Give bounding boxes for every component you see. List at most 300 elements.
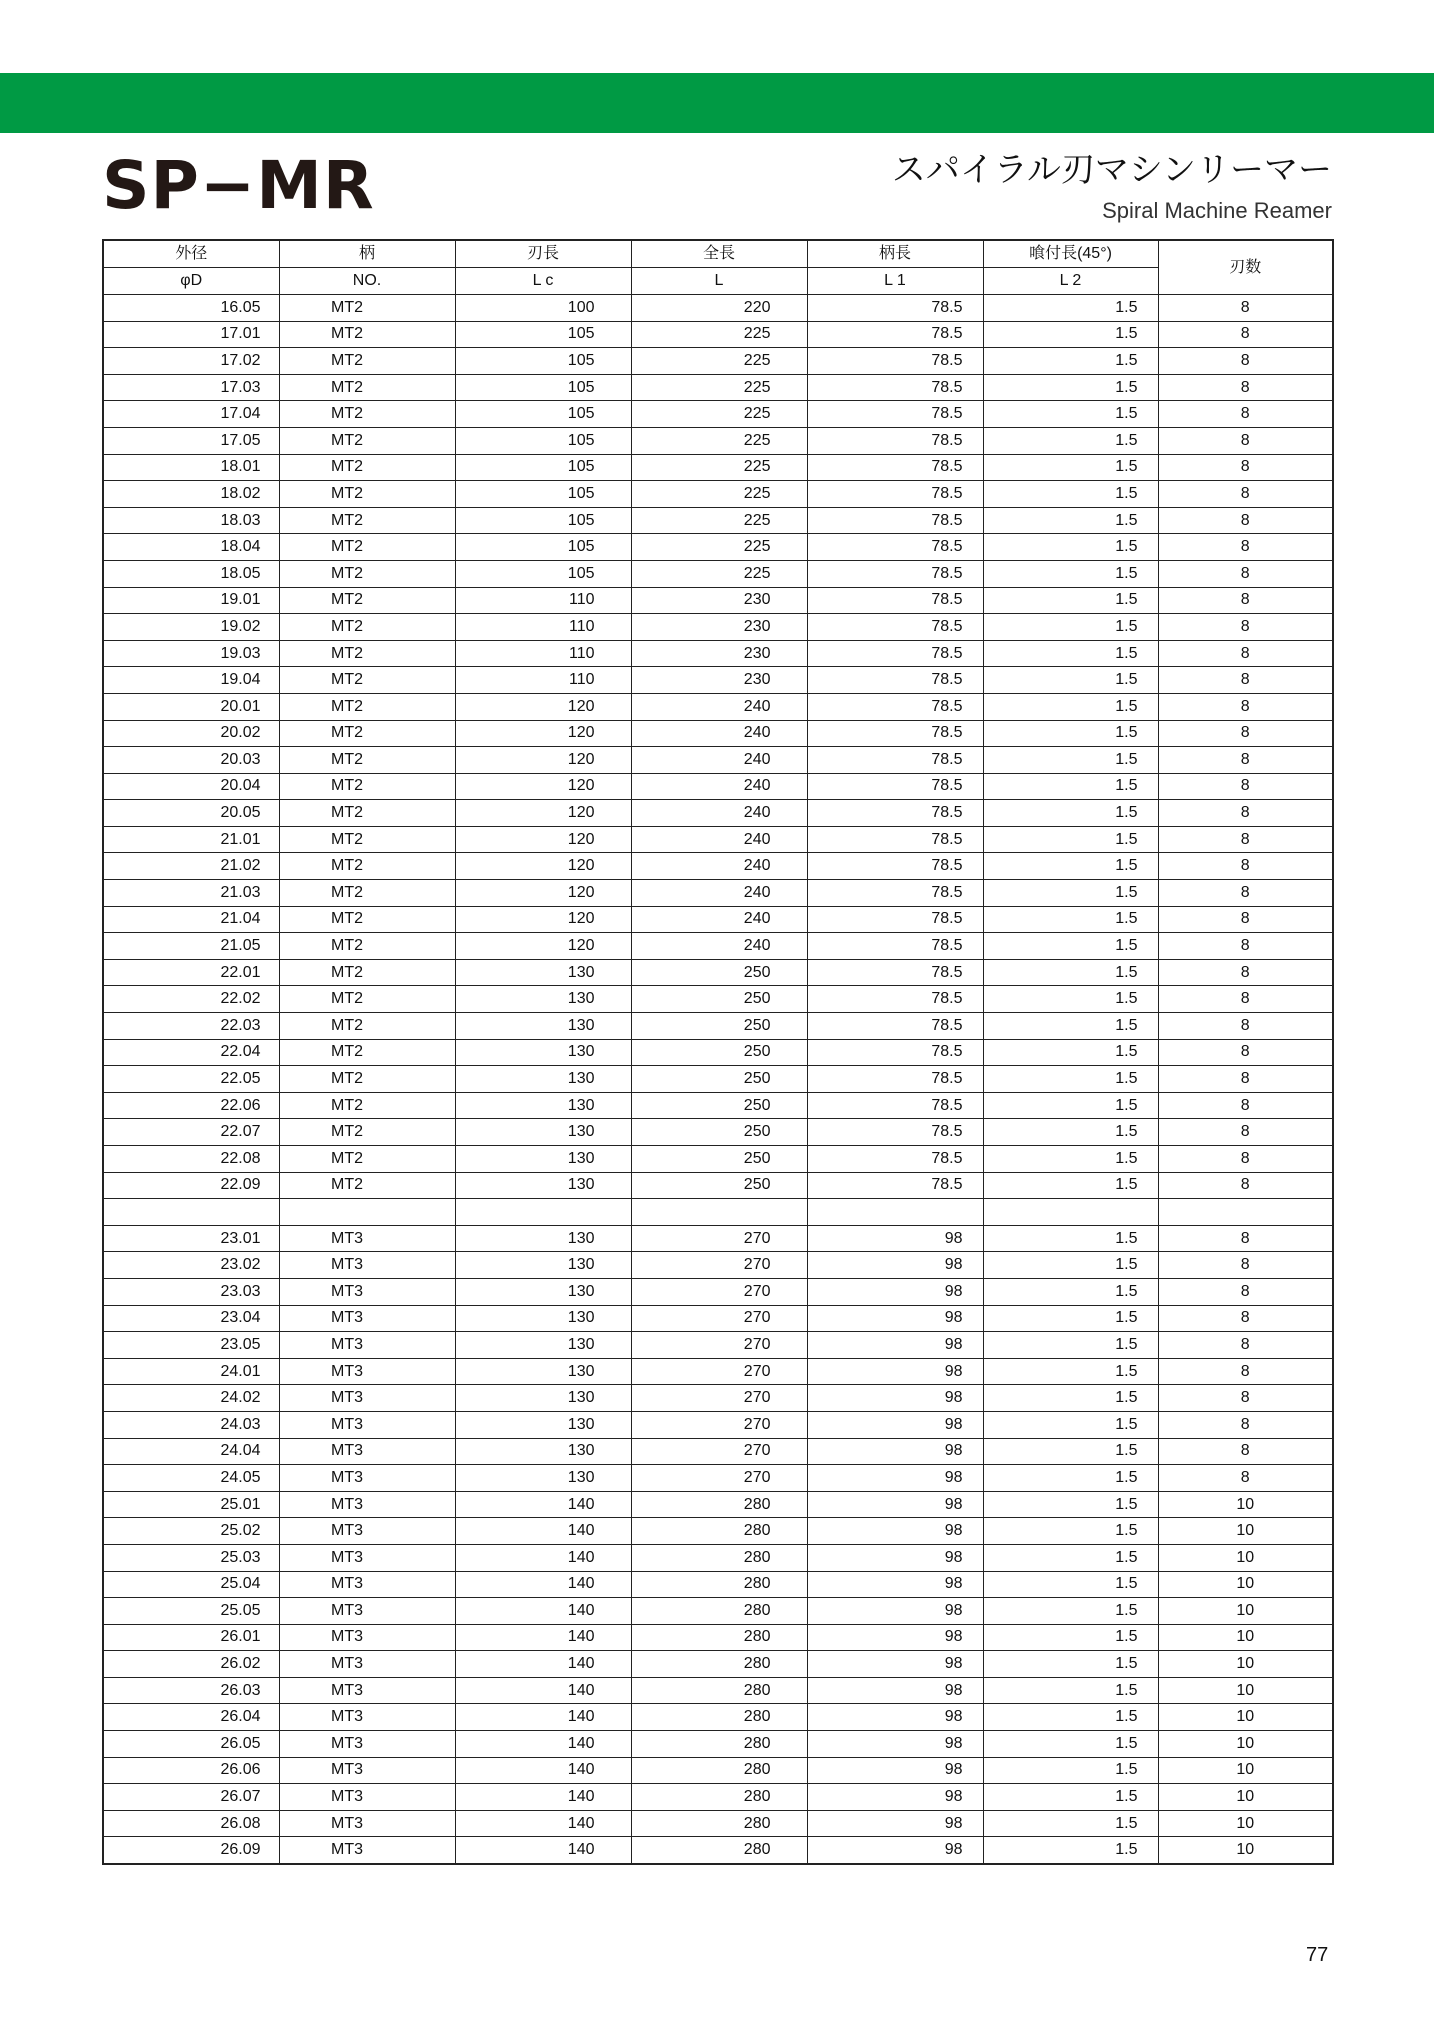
table-row xyxy=(103,1438,1333,1465)
table-cell: 8 xyxy=(1158,640,1333,667)
header-blade-count: 刃数 xyxy=(1158,240,1333,295)
table-cell: 130 xyxy=(455,1465,631,1492)
table-cell: 25.05 xyxy=(103,1598,279,1625)
table-cell: 26.08 xyxy=(103,1810,279,1837)
table-cell: MT3 xyxy=(279,1358,455,1385)
table-row xyxy=(103,906,1333,933)
table-cell: 78.5 xyxy=(807,959,983,986)
table-cell: 140 xyxy=(455,1651,631,1678)
table-row xyxy=(103,321,1333,348)
table-cell: 130 xyxy=(455,1039,631,1066)
table-cell: 270 xyxy=(631,1278,807,1305)
table-cell: 140 xyxy=(455,1518,631,1545)
table-cell: 10 xyxy=(1158,1544,1333,1571)
table-row xyxy=(103,1252,1333,1279)
table-row xyxy=(103,1624,1333,1651)
table-cell: 220 xyxy=(631,295,807,322)
table-cell: 105 xyxy=(455,481,631,508)
table-cell: 240 xyxy=(631,880,807,907)
table-cell: 1.5 xyxy=(983,933,1158,960)
table-cell: 225 xyxy=(631,507,807,534)
table-cell: 280 xyxy=(631,1837,807,1864)
table-cell: 1.5 xyxy=(983,1465,1158,1492)
table-cell: 120 xyxy=(455,906,631,933)
table-cell: 20.01 xyxy=(103,693,279,720)
table-cell: 78.5 xyxy=(807,800,983,827)
header-symbol-d: φD xyxy=(103,268,279,295)
table-cell: 78.5 xyxy=(807,1039,983,1066)
table-cell: 23.02 xyxy=(103,1252,279,1279)
table-cell: 98 xyxy=(807,1518,983,1545)
table-cell: 8 xyxy=(1158,773,1333,800)
table-cell: 26.01 xyxy=(103,1624,279,1651)
table-cell: 140 xyxy=(455,1757,631,1784)
table-cell: 225 xyxy=(631,534,807,561)
table-row xyxy=(103,507,1333,534)
table-cell: 8 xyxy=(1158,986,1333,1013)
table-cell: 22.06 xyxy=(103,1092,279,1119)
table-cell: 98 xyxy=(807,1704,983,1731)
table-cell: 78.5 xyxy=(807,880,983,907)
table-cell: 225 xyxy=(631,401,807,428)
table-cell: 98 xyxy=(807,1544,983,1571)
table-cell: 1.5 xyxy=(983,667,1158,694)
table-cell: 23.04 xyxy=(103,1305,279,1332)
table-cell: 19.04 xyxy=(103,667,279,694)
table-cell: MT2 xyxy=(279,534,455,561)
table-cell: 8 xyxy=(1158,1385,1333,1412)
table-cell: 8 xyxy=(1158,1039,1333,1066)
table-cell: 98 xyxy=(807,1624,983,1651)
table-row xyxy=(103,826,1333,853)
table-row xyxy=(103,1358,1333,1385)
table-cell: 225 xyxy=(631,454,807,481)
table-cell: 8 xyxy=(1158,427,1333,454)
table-cell: 225 xyxy=(631,348,807,375)
table-cell: 105 xyxy=(455,401,631,428)
table-cell: 140 xyxy=(455,1837,631,1864)
spec-table xyxy=(102,239,1334,1865)
table-cell: 270 xyxy=(631,1305,807,1332)
table-cell: 78.5 xyxy=(807,640,983,667)
table-cell: 130 xyxy=(455,959,631,986)
table-cell: 19.01 xyxy=(103,587,279,614)
table-cell: 98 xyxy=(807,1225,983,1252)
table-cell: 78.5 xyxy=(807,720,983,747)
table-cell: 8 xyxy=(1158,348,1333,375)
table-cell: 1.5 xyxy=(983,1837,1158,1864)
table-row xyxy=(103,959,1333,986)
table-cell: 140 xyxy=(455,1624,631,1651)
table-cell: 10 xyxy=(1158,1651,1333,1678)
table-cell: 78.5 xyxy=(807,481,983,508)
table-cell: MT2 xyxy=(279,853,455,880)
table-cell: 8 xyxy=(1158,587,1333,614)
table-cell: MT2 xyxy=(279,1146,455,1173)
table-cell: MT2 xyxy=(279,1172,455,1199)
table-cell: 230 xyxy=(631,587,807,614)
table-cell: 1.5 xyxy=(983,1438,1158,1465)
table-cell: 1.5 xyxy=(983,1146,1158,1173)
table-row xyxy=(103,1305,1333,1332)
table-cell: MT3 xyxy=(279,1411,455,1438)
table-cell: 8 xyxy=(1158,295,1333,322)
table-cell: 8 xyxy=(1158,1172,1333,1199)
header-chamfer-length: 喰付長(45°) xyxy=(983,240,1158,268)
table-cell: 110 xyxy=(455,667,631,694)
table-cell: 280 xyxy=(631,1544,807,1571)
table-row xyxy=(103,427,1333,454)
table-cell: 130 xyxy=(455,1092,631,1119)
table-cell: 130 xyxy=(455,1119,631,1146)
table-cell: 20.04 xyxy=(103,773,279,800)
table-cell: 78.5 xyxy=(807,295,983,322)
table-cell: 225 xyxy=(631,321,807,348)
table-cell: 10 xyxy=(1158,1677,1333,1704)
table-cell: 98 xyxy=(807,1385,983,1412)
table-cell: 110 xyxy=(455,587,631,614)
table-cell: 78.5 xyxy=(807,667,983,694)
table-cell: MT3 xyxy=(279,1491,455,1518)
table-cell: MT2 xyxy=(279,880,455,907)
table-cell: 18.01 xyxy=(103,454,279,481)
table-cell: 1.5 xyxy=(983,507,1158,534)
table-cell: 98 xyxy=(807,1677,983,1704)
table-cell: MT3 xyxy=(279,1225,455,1252)
table-cell: 78.5 xyxy=(807,401,983,428)
table-cell: 10 xyxy=(1158,1491,1333,1518)
table-cell: 270 xyxy=(631,1411,807,1438)
table-cell: 98 xyxy=(807,1438,983,1465)
table-cell: 225 xyxy=(631,427,807,454)
table-cell: MT3 xyxy=(279,1598,455,1625)
table-cell: 1.5 xyxy=(983,959,1158,986)
table-cell: 26.05 xyxy=(103,1731,279,1758)
table-row xyxy=(103,1119,1333,1146)
table-cell: 78.5 xyxy=(807,614,983,641)
table-cell: MT3 xyxy=(279,1677,455,1704)
table-cell: 250 xyxy=(631,1066,807,1093)
table-cell: 8 xyxy=(1158,959,1333,986)
table-row xyxy=(103,1411,1333,1438)
table-cell: MT3 xyxy=(279,1624,455,1651)
table-row xyxy=(103,534,1333,561)
table-row xyxy=(103,640,1333,667)
table-cell: 1.5 xyxy=(983,640,1158,667)
table-row xyxy=(103,1544,1333,1571)
table-row xyxy=(103,1332,1333,1359)
table-cell xyxy=(631,1199,807,1226)
table-cell: 98 xyxy=(807,1465,983,1492)
table-cell: 8 xyxy=(1158,481,1333,508)
table-cell: 8 xyxy=(1158,1066,1333,1093)
table-cell: 10 xyxy=(1158,1704,1333,1731)
table-cell: 8 xyxy=(1158,1013,1333,1040)
table-row xyxy=(103,1704,1333,1731)
table-cell: 280 xyxy=(631,1704,807,1731)
table-cell: 8 xyxy=(1158,853,1333,880)
table-cell: MT2 xyxy=(279,933,455,960)
table-cell: 230 xyxy=(631,614,807,641)
table-cell: 78.5 xyxy=(807,427,983,454)
table-cell: 78.5 xyxy=(807,560,983,587)
table-cell: 225 xyxy=(631,481,807,508)
table-cell: 21.02 xyxy=(103,853,279,880)
table-cell: 78.5 xyxy=(807,534,983,561)
table-cell: 98 xyxy=(807,1837,983,1864)
table-cell: 1.5 xyxy=(983,1385,1158,1412)
table-cell: MT2 xyxy=(279,560,455,587)
table-cell: 1.5 xyxy=(983,1092,1158,1119)
table-cell: 21.01 xyxy=(103,826,279,853)
table-cell: MT2 xyxy=(279,747,455,774)
table-cell: MT3 xyxy=(279,1704,455,1731)
table-cell: 1.5 xyxy=(983,853,1158,880)
table-cell: 22.08 xyxy=(103,1146,279,1173)
table-cell: 105 xyxy=(455,507,631,534)
table-cell: 1.5 xyxy=(983,1784,1158,1811)
table-cell: 8 xyxy=(1158,880,1333,907)
table-cell: 1.5 xyxy=(983,321,1158,348)
table-cell: 1.5 xyxy=(983,1225,1158,1252)
table-cell: 250 xyxy=(631,986,807,1013)
table-cell: 18.04 xyxy=(103,534,279,561)
table-cell: 8 xyxy=(1158,507,1333,534)
table-cell: 130 xyxy=(455,1411,631,1438)
table-row xyxy=(103,481,1333,508)
table-cell: 98 xyxy=(807,1332,983,1359)
table-row xyxy=(103,1385,1333,1412)
table-cell: 98 xyxy=(807,1598,983,1625)
table-cell: 10 xyxy=(1158,1837,1333,1864)
table-cell: 1.5 xyxy=(983,614,1158,641)
table-cell: 25.03 xyxy=(103,1544,279,1571)
table-cell: 1.5 xyxy=(983,1757,1158,1784)
table-cell: MT2 xyxy=(279,640,455,667)
table-cell: 8 xyxy=(1158,1225,1333,1252)
table-cell: 98 xyxy=(807,1358,983,1385)
table-row xyxy=(103,1837,1333,1864)
table-cell: 110 xyxy=(455,640,631,667)
table-cell: 78.5 xyxy=(807,1066,983,1093)
table-cell: MT2 xyxy=(279,348,455,375)
table-cell: 120 xyxy=(455,720,631,747)
table-row xyxy=(103,880,1333,907)
header-row-symbols xyxy=(103,268,1333,295)
table-row xyxy=(103,1199,1333,1226)
table-cell: MT3 xyxy=(279,1651,455,1678)
table-cell: 270 xyxy=(631,1465,807,1492)
table-cell: 105 xyxy=(455,427,631,454)
table-cell: 22.04 xyxy=(103,1039,279,1066)
table-cell: 1.5 xyxy=(983,401,1158,428)
table-row xyxy=(103,1518,1333,1545)
table-cell: 78.5 xyxy=(807,906,983,933)
table-cell: 230 xyxy=(631,667,807,694)
table-cell: MT2 xyxy=(279,1119,455,1146)
table-cell: MT3 xyxy=(279,1571,455,1598)
table-cell: MT3 xyxy=(279,1438,455,1465)
table-cell: 1.5 xyxy=(983,427,1158,454)
table-cell: MT2 xyxy=(279,454,455,481)
table-cell: 25.01 xyxy=(103,1491,279,1518)
table-cell: 8 xyxy=(1158,534,1333,561)
table-cell: 240 xyxy=(631,906,807,933)
table-cell: 1.5 xyxy=(983,720,1158,747)
table-cell xyxy=(279,1199,455,1226)
table-cell: 23.01 xyxy=(103,1225,279,1252)
table-cell: 280 xyxy=(631,1757,807,1784)
table-cell: 24.02 xyxy=(103,1385,279,1412)
table-cell: 78.5 xyxy=(807,321,983,348)
table-cell: MT2 xyxy=(279,1092,455,1119)
table-cell: 1.5 xyxy=(983,1252,1158,1279)
table-cell: 1.5 xyxy=(983,747,1158,774)
table-cell: 10 xyxy=(1158,1810,1333,1837)
table-cell: 22.02 xyxy=(103,986,279,1013)
table-cell: 10 xyxy=(1158,1757,1333,1784)
table-cell: MT3 xyxy=(279,1278,455,1305)
table-cell: 1.5 xyxy=(983,1305,1158,1332)
table-cell: 17.01 xyxy=(103,321,279,348)
table-cell: 78.5 xyxy=(807,1146,983,1173)
table-cell: MT2 xyxy=(279,427,455,454)
header-symbol-l1: L 1 xyxy=(807,268,983,295)
table-row xyxy=(103,614,1333,641)
table-cell: MT3 xyxy=(279,1731,455,1758)
table-cell: 250 xyxy=(631,1039,807,1066)
table-cell: 280 xyxy=(631,1491,807,1518)
table-cell: 140 xyxy=(455,1491,631,1518)
table-row xyxy=(103,587,1333,614)
table-cell: 8 xyxy=(1158,1465,1333,1492)
table-cell: 8 xyxy=(1158,906,1333,933)
table-cell: 1.5 xyxy=(983,800,1158,827)
table-cell: MT2 xyxy=(279,1066,455,1093)
table-cell: 8 xyxy=(1158,693,1333,720)
table-cell: MT3 xyxy=(279,1465,455,1492)
table-cell: 78.5 xyxy=(807,853,983,880)
table-cell: 1.5 xyxy=(983,1358,1158,1385)
table-cell: 120 xyxy=(455,747,631,774)
table-cell: 78.5 xyxy=(807,348,983,375)
table-cell: 8 xyxy=(1158,1305,1333,1332)
table-cell: 24.01 xyxy=(103,1358,279,1385)
table-cell: 8 xyxy=(1158,1411,1333,1438)
product-title-english: Spiral Machine Reamer xyxy=(1102,198,1332,223)
table-cell: 10 xyxy=(1158,1598,1333,1625)
table-cell xyxy=(807,1199,983,1226)
table-row xyxy=(103,1039,1333,1066)
table-cell: 10 xyxy=(1158,1731,1333,1758)
table-cell: 8 xyxy=(1158,1332,1333,1359)
table-cell: 17.05 xyxy=(103,427,279,454)
table-cell: 130 xyxy=(455,1358,631,1385)
table-cell: 17.02 xyxy=(103,348,279,375)
table-row xyxy=(103,773,1333,800)
table-cell: 270 xyxy=(631,1438,807,1465)
table-cell: 16.05 xyxy=(103,295,279,322)
table-cell: 105 xyxy=(455,321,631,348)
table-row xyxy=(103,1172,1333,1199)
table-row xyxy=(103,1810,1333,1837)
table-cell: 1.5 xyxy=(983,1278,1158,1305)
table-cell: 140 xyxy=(455,1544,631,1571)
table-cell: 1.5 xyxy=(983,481,1158,508)
table-cell: MT3 xyxy=(279,1332,455,1359)
table-cell: 280 xyxy=(631,1624,807,1651)
table-cell: 1.5 xyxy=(983,773,1158,800)
table-cell: 250 xyxy=(631,1092,807,1119)
table-cell: MT2 xyxy=(279,826,455,853)
table-cell: 1.5 xyxy=(983,986,1158,1013)
table-cell: 23.03 xyxy=(103,1278,279,1305)
table-cell: MT2 xyxy=(279,959,455,986)
table-cell: 1.5 xyxy=(983,1119,1158,1146)
header-flute-length: 刃長 xyxy=(455,240,631,268)
table-cell: 250 xyxy=(631,959,807,986)
table-cell: 78.5 xyxy=(807,933,983,960)
table-cell: 78.5 xyxy=(807,507,983,534)
table-cell: 26.09 xyxy=(103,1837,279,1864)
table-cell xyxy=(983,1199,1158,1226)
table-cell: 130 xyxy=(455,1146,631,1173)
table-cell: 1.5 xyxy=(983,693,1158,720)
table-row xyxy=(103,1146,1333,1173)
table-cell: 8 xyxy=(1158,933,1333,960)
table-cell: 1.5 xyxy=(983,1651,1158,1678)
table-cell: 26.07 xyxy=(103,1784,279,1811)
table-row xyxy=(103,720,1333,747)
table-cell: 280 xyxy=(631,1598,807,1625)
table-cell: 130 xyxy=(455,1278,631,1305)
table-cell: 130 xyxy=(455,1225,631,1252)
table-cell: 98 xyxy=(807,1731,983,1758)
table-cell: MT3 xyxy=(279,1757,455,1784)
table-row xyxy=(103,401,1333,428)
table-cell: 1.5 xyxy=(983,1731,1158,1758)
table-cell: 270 xyxy=(631,1332,807,1359)
table-cell: 280 xyxy=(631,1651,807,1678)
table-cell: 240 xyxy=(631,693,807,720)
table-cell: 98 xyxy=(807,1278,983,1305)
table-cell: 250 xyxy=(631,1013,807,1040)
table-row xyxy=(103,1013,1333,1040)
table-cell: MT2 xyxy=(279,481,455,508)
table-row xyxy=(103,1677,1333,1704)
table-cell: 8 xyxy=(1158,1146,1333,1173)
table-row xyxy=(103,1092,1333,1119)
table-cell: 1.5 xyxy=(983,1624,1158,1651)
table-cell: MT2 xyxy=(279,693,455,720)
table-cell: 280 xyxy=(631,1731,807,1758)
table-cell: MT2 xyxy=(279,1039,455,1066)
table-cell: 24.03 xyxy=(103,1411,279,1438)
table-row xyxy=(103,1651,1333,1678)
header-outer-diameter: 外径 xyxy=(103,240,279,268)
table-row xyxy=(103,295,1333,322)
table-row xyxy=(103,374,1333,401)
table-cell: 1.5 xyxy=(983,1544,1158,1571)
table-cell: MT2 xyxy=(279,321,455,348)
table-cell: MT2 xyxy=(279,986,455,1013)
table-cell: 8 xyxy=(1158,800,1333,827)
table-cell: MT2 xyxy=(279,295,455,322)
table-cell: 280 xyxy=(631,1810,807,1837)
table-row xyxy=(103,1278,1333,1305)
table-cell: 78.5 xyxy=(807,747,983,774)
table-cell: MT3 xyxy=(279,1837,455,1864)
